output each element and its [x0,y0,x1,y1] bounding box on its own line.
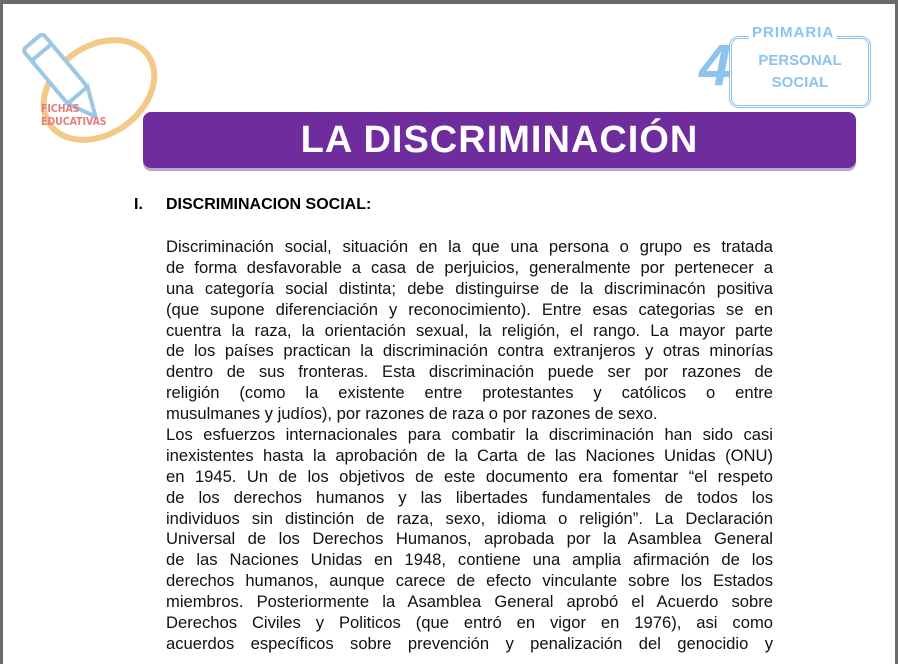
text-line: de las Naciones Unidas en 1948, contiene una amplia afirmación de los [166,550,773,570]
text-line: Universal de los Derechos Humanos, aprobada por la Asamblea General [166,529,773,549]
text-line: religión (como la existente entre protestantes y católicos o entre [166,383,773,403]
logo-text-line1: FICHAS [41,102,80,115]
text-line: musulmanes y judíos), por razones de raza o por razones de sexo. [166,404,658,424]
text-line: derechos humanos, aunque carece de efecto vinculante sobre los Estados [166,571,773,591]
section-number: I. [134,196,143,213]
section-title: DISCRIMINACION SOCIAL: [166,196,372,213]
logo-text-line2: EDUCATIVAS [41,115,107,128]
text-line: (que supone diferenciación y reconocimiento). Entre esas categorias se en [166,299,773,319]
text-line: miembros. Posteriormente la Asamblea General aprobó el Acuerdo sobre [166,592,773,612]
badge-grade: 4 [699,33,732,98]
section-heading [134,196,371,214]
badge-subject-line1: PERSONAL [758,52,842,69]
page-title: LA DISCRIMINACIÓN [300,119,699,161]
badge-level: PRIMARIA [749,24,837,41]
grade-badge [699,26,869,106]
text-line: de los derechos humanos y las libertades fundamentales de todos los [166,487,773,507]
badge-subject-line2: SOCIAL [771,74,829,91]
text-line: Los esfuerzos internacionales para combatir la discriminación han sido casi [166,425,773,445]
text-line: en 1945. Un de los objetivos de este documento era fomentar “el respeto [166,466,773,486]
body-text [166,237,773,655]
text-line: de los países practican la discriminación contra extranjeros y otras minorías [166,341,773,361]
text-line: inexistentes hasta la aprobación de la Carta de las Naciones Unidas (ONU) [166,445,773,465]
document-page [3,4,895,664]
text-line: acuerdos específicos sobre prevención y penalización del genocidio y [166,633,773,653]
badge-subject [745,50,855,94]
text-line: Discriminación social, situación en la que una persona o grupo es tratada [166,237,773,256]
text-line: individuos sin distinción de raza, sexo, idioma o religión”. La Declaración [166,508,773,528]
text-line: dentro de sus fronteras. Esta discriminación puede ser por razones de [166,362,773,382]
text-line: cuentra la raza, la orientación sexual, la religión, el rango. La mayor parte [166,320,773,340]
text-line: Derechos Civiles y Politicos (que entró en vigor en 1976), asi como [166,613,773,633]
text-line: de forma desfavorable a casa de perjuicios, generalmente por pertenecer a [166,257,773,277]
logo-text [41,102,107,128]
title-banner [143,112,856,168]
text-line: una categoría social distinta; debe distinguirse de la discriminacón positiva [166,278,773,298]
